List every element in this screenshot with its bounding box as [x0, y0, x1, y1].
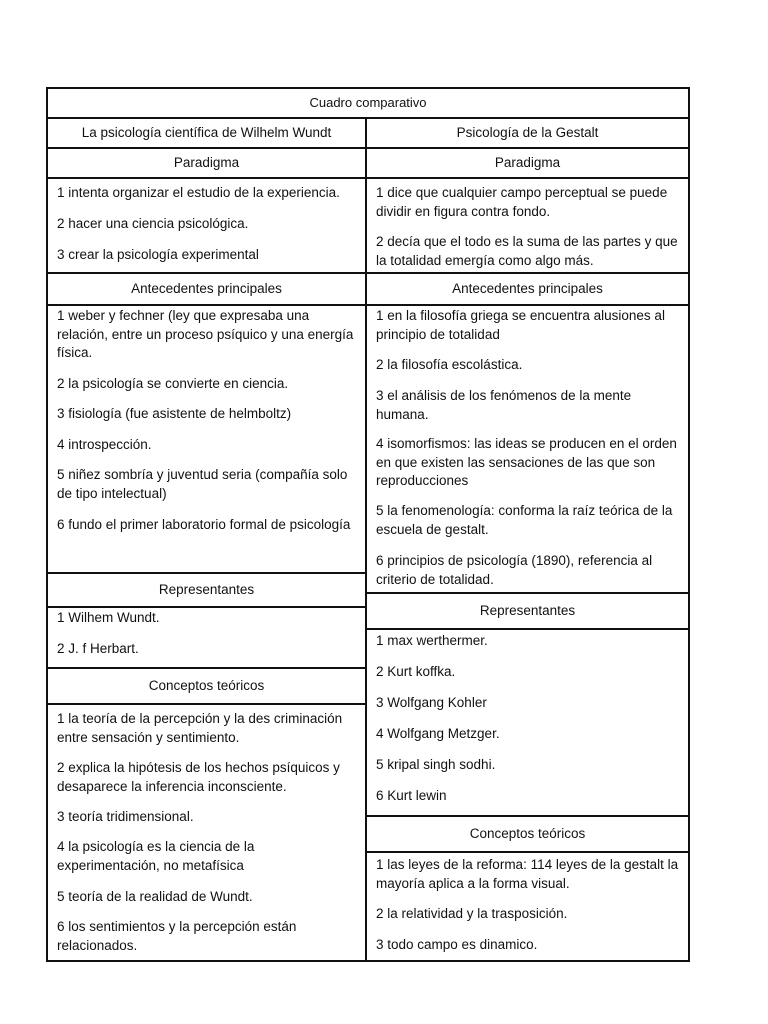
list-item: 1 la teoría de la percepción y la des criminación entre sensación y sentimiento.: [57, 711, 343, 745]
list-item: 1 intenta organizar el estudio de la experiencia.: [57, 185, 340, 200]
list-item: 3 el análisis de los fenómenos de la mente humana.: [376, 388, 632, 422]
column-heading-wundt: La psicología científica de Wilhelm Wundt: [48, 119, 365, 149]
list-item: 2 J. f Herbart.: [57, 641, 139, 656]
list-item: 2 explica la hipótesis de los hechos psíquicos y desaparece la inferencia inconsciente.: [57, 760, 340, 794]
section-header-paradigma: Paradigma: [48, 149, 365, 179]
list-item: 3 Wolfgang Kohler: [376, 695, 487, 710]
list-item: 6 Kurt lewin: [376, 788, 447, 803]
list-item: 5 kripal singh sodhi.: [376, 757, 496, 772]
list-item: 2 la psicología se convierte en ciencia.: [57, 376, 289, 391]
list-item: 6 principios de psicología (1890), referencia al criterio de totalidad.: [376, 553, 653, 587]
list-item: 3 fisiología (fue asistente de helmboltz): [57, 406, 292, 421]
section-header-paradigma: Paradigma: [367, 149, 688, 179]
table-title: Cuadro comparativo: [48, 89, 688, 119]
list-item: 1 en la filosofía griega se encuentra alusiones al principio de totalidad: [376, 308, 665, 342]
list-item: 1 dice que cualquier campo perceptual se puede dividir en figura contra fondo.: [376, 185, 668, 219]
list-item: 2 decía que el todo es la suma de las partes y que la totalidad emergía como algo más.: [376, 234, 678, 268]
section-header-conceptos: Conceptos teóricos: [367, 815, 688, 853]
section-header-conceptos: Conceptos teóricos: [48, 667, 365, 705]
list-item: 2 Kurt koffka.: [376, 664, 456, 679]
list-item: 4 la psicología es la ciencia de la experimentación, no metafísica: [57, 839, 255, 873]
list-item: 6 fundo el primer laboratorio formal de psicología: [57, 517, 351, 532]
column-heading-gestalt: Psicología de la Gestalt: [367, 119, 688, 149]
list-item: 1 Wilhem Wundt.: [57, 610, 160, 625]
column-wundt: [48, 119, 367, 960]
list-item: 4 Wolfgang Metzger.: [376, 726, 500, 741]
section-header-antecedentes: Antecedentes principales: [367, 272, 688, 306]
column-gestalt: [367, 119, 688, 960]
list-item: 4 introspección.: [57, 437, 152, 452]
comparison-table: [46, 87, 690, 962]
list-item: 3 teoría tridimensional.: [57, 809, 194, 824]
list-item: 2 la relatividad y la trasposición.: [376, 906, 568, 921]
list-item: 3 crear la psicología experimental: [57, 247, 259, 262]
list-item: 6 los sentimientos y la percepción están relacionados.: [57, 919, 297, 953]
section-header-representantes: Representantes: [48, 572, 365, 608]
list-item: 3 todo campo es dinamico.: [376, 937, 538, 952]
list-item: 4 isomorfismos: las ideas se producen en el orden en que existen las sensaciones de las que son reproducciones: [376, 436, 677, 488]
list-item: 5 teoría de la realidad de Wundt.: [57, 889, 253, 904]
list-item: 1 weber y fechner (ley que expresaba una relación, entre un proceso psíquico y una energía física.: [57, 308, 354, 360]
section-header-representantes: Representantes: [367, 592, 688, 630]
list-item: 1 las leyes de la reforma: 114 leyes de la gestalt la mayoría aplica a la forma visual.: [376, 857, 679, 891]
list-item: 2 la filosofía escolástica.: [376, 357, 523, 372]
list-item: 2 hacer una ciencia psicológica.: [57, 216, 249, 231]
list-item: 5 niñez sombría y juventud seria (compañía solo de tipo intelectual): [57, 467, 348, 501]
list-item: 5 la fenomenología: conforma la raíz teórica de la escuela de gestalt.: [376, 503, 673, 537]
section-header-antecedentes: Antecedentes principales: [48, 272, 365, 306]
list-item: 1 max werthermer.: [376, 633, 488, 648]
